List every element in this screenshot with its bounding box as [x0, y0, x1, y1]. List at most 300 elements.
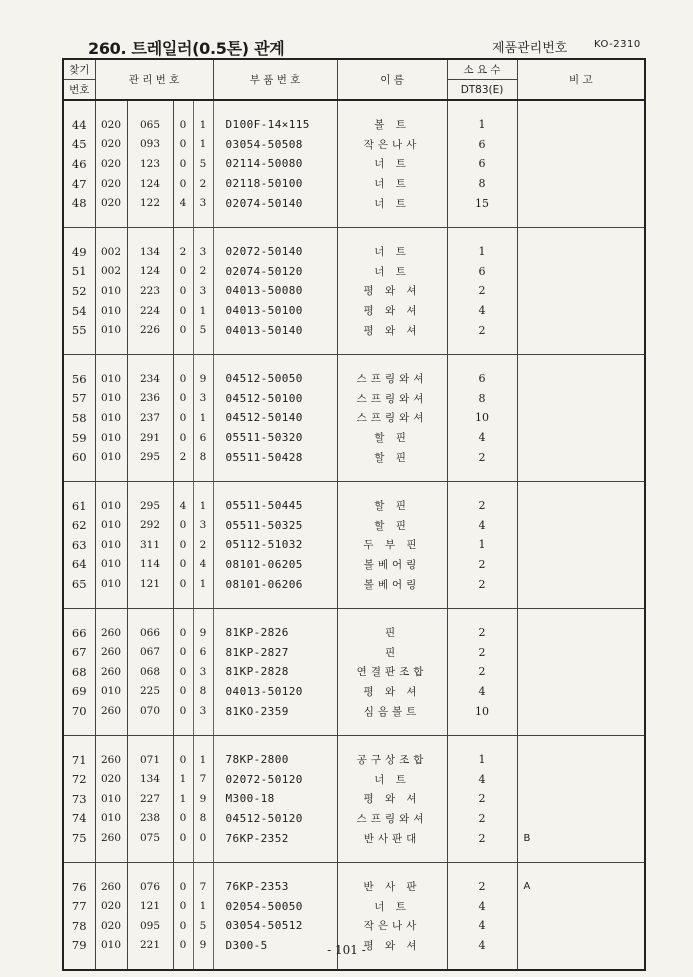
spacer-cell — [447, 955, 517, 970]
mgmt-no-d-cell: 6 — [193, 428, 213, 448]
part-number-cell: 02118-50100 — [213, 174, 337, 194]
spacer-cell — [193, 608, 213, 623]
part-name-cell: 평 와 셔 — [337, 682, 447, 702]
part-number-cell: 04512-50140 — [213, 408, 337, 428]
group-separator — [63, 955, 645, 970]
find-no-cell: 57 — [63, 389, 95, 409]
mgmt-no-c-cell: 0 — [173, 154, 193, 174]
remarks-cell — [517, 516, 645, 536]
spacer-cell — [173, 354, 193, 369]
spacer-cell — [173, 735, 193, 750]
spacer-cell — [193, 735, 213, 750]
mgmt-no-b-cell: 076 — [127, 877, 173, 897]
mgmt-no-c-cell: 0 — [173, 389, 193, 409]
spacer-cell — [213, 213, 337, 228]
mgmt-no-b-cell: 124 — [127, 174, 173, 194]
part-number-cell: M300-18 — [213, 789, 337, 809]
spacer-cell — [63, 340, 95, 355]
table-row — [63, 447, 645, 467]
parts-table-body — [63, 100, 645, 970]
mgmt-no-d-cell: 5 — [193, 154, 213, 174]
spacer-cell — [213, 721, 337, 736]
spacer-cell — [63, 594, 95, 609]
spacer-cell — [127, 467, 173, 482]
spacer-cell — [517, 848, 645, 863]
part-name-cell: 작은나사 — [337, 916, 447, 936]
spacer-cell — [127, 227, 173, 242]
spacer-cell — [337, 594, 447, 609]
spacer-cell — [127, 608, 173, 623]
col-qty-bottom: DT83(E) — [447, 80, 517, 101]
part-number-cell: 03054-50512 — [213, 916, 337, 936]
spacer-cell — [95, 340, 127, 355]
group-separator — [63, 721, 645, 736]
quantity-cell: 15 — [447, 193, 517, 213]
mgmt-no-d-cell: 1 — [193, 135, 213, 155]
mgmt-no-c-cell: 0 — [173, 574, 193, 594]
remarks-cell — [517, 408, 645, 428]
spacer-cell — [213, 467, 337, 482]
group-separator — [63, 848, 645, 863]
spacer-cell — [213, 955, 337, 970]
mgmt-no-b-cell: 238 — [127, 809, 173, 829]
mgmt-no-b-cell: 071 — [127, 750, 173, 770]
col-find-no-top: 찾기 — [63, 59, 95, 80]
part-name-cell: 스프링와셔 — [337, 809, 447, 829]
remarks-cell — [517, 428, 645, 448]
quantity-cell: 2 — [447, 320, 517, 340]
mgmt-no-b-cell: 067 — [127, 642, 173, 662]
mgmt-no-c-cell: 0 — [173, 535, 193, 555]
table-row — [63, 769, 645, 789]
quantity-cell: 6 — [447, 262, 517, 282]
mgmt-no-b-cell: 234 — [127, 369, 173, 389]
mgmt-no-c-cell: 0 — [173, 750, 193, 770]
mgmt-no-a-cell: 002 — [95, 242, 127, 262]
part-name-cell: 핀 — [337, 642, 447, 662]
spacer-cell — [95, 467, 127, 482]
part-name-cell: 평 와 셔 — [337, 789, 447, 809]
part-name-cell: 심음볼트 — [337, 701, 447, 721]
table-row — [63, 174, 645, 194]
quantity-cell: 1 — [447, 750, 517, 770]
quantity-cell: 2 — [447, 828, 517, 848]
group-spacer — [63, 862, 645, 877]
spacer-cell — [337, 481, 447, 496]
spacer-cell — [447, 735, 517, 750]
part-name-cell: 스프링와셔 — [337, 408, 447, 428]
spacer-cell — [95, 848, 127, 863]
table-row — [63, 809, 645, 829]
spacer-cell — [193, 848, 213, 863]
quantity-cell: 2 — [447, 642, 517, 662]
mgmt-no-d-cell: 2 — [193, 174, 213, 194]
spacer-cell — [173, 594, 193, 609]
mgmt-no-a-cell: 020 — [95, 135, 127, 155]
part-number-cell: 81KO-2359 — [213, 701, 337, 721]
part-number-cell: 02074-50140 — [213, 193, 337, 213]
mgmt-no-a-cell: 020 — [95, 174, 127, 194]
mgmt-no-b-cell: 237 — [127, 408, 173, 428]
mgmt-no-c-cell: 0 — [173, 516, 193, 536]
remarks-cell — [517, 769, 645, 789]
mgmt-no-a-cell: 010 — [95, 789, 127, 809]
mgmt-no-d-cell: 3 — [193, 389, 213, 409]
find-no-cell: 74 — [63, 809, 95, 829]
table-row — [63, 877, 645, 897]
spacer-cell — [193, 354, 213, 369]
part-number-cell: 02074-50120 — [213, 262, 337, 282]
group-separator — [63, 467, 645, 482]
spacer-cell — [63, 848, 95, 863]
spacer-cell — [447, 862, 517, 877]
spacer-cell — [173, 608, 193, 623]
mgmt-no-d-cell: 9 — [193, 623, 213, 643]
mgmt-no-b-cell: 311 — [127, 535, 173, 555]
spacer-cell — [447, 213, 517, 228]
mgmt-no-a-cell: 260 — [95, 642, 127, 662]
spacer-cell — [337, 608, 447, 623]
part-name-cell: 평 와 셔 — [337, 301, 447, 321]
col-qty-top: 소 요 수 — [447, 59, 517, 80]
table-row — [63, 828, 645, 848]
spacer-cell — [173, 213, 193, 228]
mgmt-no-a-cell: 010 — [95, 936, 127, 956]
spacer-cell — [63, 862, 95, 877]
spacer-cell — [337, 735, 447, 750]
mgmt-no-a-cell: 020 — [95, 896, 127, 916]
spacer-cell — [193, 227, 213, 242]
find-no-cell: 51 — [63, 262, 95, 282]
part-number-cell: 81KP-2828 — [213, 662, 337, 682]
mgmt-no-d-cell: 9 — [193, 789, 213, 809]
part-name-cell: 평 와 셔 — [337, 320, 447, 340]
spacer-cell — [63, 955, 95, 970]
group-separator — [63, 340, 645, 355]
mgmt-no-a-cell: 010 — [95, 682, 127, 702]
remarks-cell — [517, 301, 645, 321]
quantity-cell: 8 — [447, 389, 517, 409]
mgmt-no-d-cell: 9 — [193, 936, 213, 956]
spacer-cell — [337, 721, 447, 736]
mgmt-no-c-cell: 0 — [173, 662, 193, 682]
table-row — [63, 154, 645, 174]
find-no-cell: 66 — [63, 623, 95, 643]
part-number-cell: 78KP-2800 — [213, 750, 337, 770]
mgmt-no-b-cell: 221 — [127, 936, 173, 956]
spacer-cell — [447, 354, 517, 369]
remarks-cell — [517, 320, 645, 340]
spacer-cell — [447, 481, 517, 496]
part-number-cell: 81KP-2826 — [213, 623, 337, 643]
part-number-cell: 08101-06205 — [213, 555, 337, 575]
part-number-cell: 05511-50445 — [213, 496, 337, 516]
table-row — [63, 916, 645, 936]
part-number-cell: 02072-50140 — [213, 242, 337, 262]
mgmt-no-b-cell: 065 — [127, 115, 173, 135]
find-no-cell: 59 — [63, 428, 95, 448]
find-no-cell: 69 — [63, 682, 95, 702]
mgmt-no-c-cell: 0 — [173, 809, 193, 829]
spacer-cell — [337, 862, 447, 877]
table-row — [63, 682, 645, 702]
part-number-cell: 08101-06206 — [213, 574, 337, 594]
mgmt-no-d-cell: 1 — [193, 115, 213, 135]
mgmt-no-a-cell: 020 — [95, 916, 127, 936]
table-row — [63, 555, 645, 575]
group-separator — [63, 594, 645, 609]
spacer-cell — [193, 481, 213, 496]
spacer-cell — [127, 594, 173, 609]
mgmt-no-c-cell: 0 — [173, 135, 193, 155]
mgmt-no-a-cell: 020 — [95, 154, 127, 174]
mgmt-no-c-cell: 0 — [173, 115, 193, 135]
part-number-cell: D300-5 — [213, 936, 337, 956]
mgmt-no-d-cell: 7 — [193, 769, 213, 789]
find-no-cell: 48 — [63, 193, 95, 213]
part-name-cell: 평 와 셔 — [337, 936, 447, 956]
mgmt-no-a-cell: 020 — [95, 769, 127, 789]
quantity-cell: 1 — [447, 115, 517, 135]
quantity-cell: 2 — [447, 447, 517, 467]
mgmt-no-b-cell: 227 — [127, 789, 173, 809]
part-name-cell: 너 트 — [337, 262, 447, 282]
part-name-cell: 두 부 핀 — [337, 535, 447, 555]
spacer-cell — [173, 100, 193, 115]
find-no-cell: 78 — [63, 916, 95, 936]
spacer-cell — [337, 100, 447, 115]
mgmt-no-c-cell: 0 — [173, 828, 193, 848]
mgmt-no-c-cell: 0 — [173, 623, 193, 643]
mgmt-no-b-cell: 123 — [127, 154, 173, 174]
remarks-cell — [517, 750, 645, 770]
remarks-cell — [517, 262, 645, 282]
part-number-cell: 05511-50325 — [213, 516, 337, 536]
find-no-cell: 79 — [63, 936, 95, 956]
mgmt-no-d-cell: 7 — [193, 877, 213, 897]
mgmt-no-d-cell: 8 — [193, 809, 213, 829]
mgmt-no-c-cell: 0 — [173, 916, 193, 936]
mgmt-no-d-cell: 8 — [193, 682, 213, 702]
parts-table — [62, 58, 646, 971]
find-no-cell: 70 — [63, 701, 95, 721]
remarks-cell — [517, 174, 645, 194]
spacer-cell — [517, 340, 645, 355]
part-name-cell: 할 핀 — [337, 428, 447, 448]
quantity-cell: 2 — [447, 623, 517, 643]
part-number-cell: 05511-50428 — [213, 447, 337, 467]
remarks-cell — [517, 642, 645, 662]
spacer-cell — [173, 862, 193, 877]
part-name-cell: 핀 — [337, 623, 447, 643]
mgmt-no-b-cell: 122 — [127, 193, 173, 213]
part-name-cell: 너 트 — [337, 174, 447, 194]
mgmt-no-c-cell: 0 — [173, 174, 193, 194]
mgmt-no-c-cell: 4 — [173, 193, 193, 213]
mgmt-no-b-cell: 223 — [127, 281, 173, 301]
mgmt-no-b-cell: 224 — [127, 301, 173, 321]
spacer-cell — [63, 467, 95, 482]
spacer-cell — [447, 594, 517, 609]
mgmt-no-b-cell: 114 — [127, 555, 173, 575]
remarks-cell — [517, 369, 645, 389]
quantity-cell: 2 — [447, 496, 517, 516]
spacer-cell — [193, 955, 213, 970]
quantity-cell: 4 — [447, 301, 517, 321]
mgmt-no-a-cell: 260 — [95, 828, 127, 848]
spacer-cell — [447, 227, 517, 242]
mgmt-no-a-cell: 010 — [95, 281, 127, 301]
mgmt-no-d-cell: 3 — [193, 242, 213, 262]
quantity-cell: 2 — [447, 574, 517, 594]
spacer-cell — [517, 862, 645, 877]
part-number-cell: 04013-50120 — [213, 682, 337, 702]
table-row — [63, 662, 645, 682]
spacer-cell — [337, 467, 447, 482]
spacer-cell — [95, 100, 127, 115]
group-spacer — [63, 481, 645, 496]
mgmt-no-c-cell: 0 — [173, 896, 193, 916]
spacer-cell — [95, 955, 127, 970]
mgmt-no-d-cell: 1 — [193, 750, 213, 770]
mgmt-no-d-cell: 1 — [193, 496, 213, 516]
spacer-cell — [517, 467, 645, 482]
mgmt-no-d-cell: 3 — [193, 701, 213, 721]
quantity-cell: 2 — [447, 555, 517, 575]
mgmt-no-a-cell: 260 — [95, 662, 127, 682]
spacer-cell — [213, 100, 337, 115]
mgmt-no-d-cell: 5 — [193, 916, 213, 936]
parts-table-wrapper — [62, 58, 644, 971]
spacer-cell — [95, 481, 127, 496]
mgmt-no-a-cell: 010 — [95, 428, 127, 448]
mgmt-no-a-cell: 260 — [95, 623, 127, 643]
mgmt-no-b-cell: 134 — [127, 769, 173, 789]
spacer-cell — [447, 100, 517, 115]
spacer-cell — [337, 213, 447, 228]
find-no-cell: 76 — [63, 877, 95, 897]
mgmt-no-c-cell: 0 — [173, 281, 193, 301]
mgmt-no-d-cell: 2 — [193, 535, 213, 555]
part-number-cell: 76KP-2352 — [213, 828, 337, 848]
spacer-cell — [63, 608, 95, 623]
spacer-cell — [127, 862, 173, 877]
mgmt-no-a-cell: 002 — [95, 262, 127, 282]
spacer-cell — [517, 721, 645, 736]
spacer-cell — [213, 481, 337, 496]
find-no-cell: 60 — [63, 447, 95, 467]
page-title: 260. 트레일러(0.5톤) 관계 — [88, 39, 285, 58]
mgmt-no-d-cell: 0 — [193, 828, 213, 848]
remarks-cell — [517, 701, 645, 721]
quantity-cell: 4 — [447, 916, 517, 936]
mgmt-no-d-cell: 3 — [193, 516, 213, 536]
quantity-cell: 2 — [447, 809, 517, 829]
spacer-cell — [447, 467, 517, 482]
spacer-cell — [517, 955, 645, 970]
quantity-cell: 2 — [447, 662, 517, 682]
spacer-cell — [127, 354, 173, 369]
mgmt-no-d-cell: 8 — [193, 447, 213, 467]
find-no-cell: 68 — [63, 662, 95, 682]
part-name-cell: 공구상조합 — [337, 750, 447, 770]
mgmt-no-b-cell: 295 — [127, 496, 173, 516]
part-name-cell: 할 핀 — [337, 447, 447, 467]
mgmt-no-d-cell: 1 — [193, 574, 213, 594]
mgmt-no-a-cell: 260 — [95, 877, 127, 897]
mgmt-no-d-cell: 5 — [193, 320, 213, 340]
find-no-cell: 56 — [63, 369, 95, 389]
quantity-cell: 4 — [447, 769, 517, 789]
spacer-cell — [127, 100, 173, 115]
spacer-cell — [95, 608, 127, 623]
mgmt-no-a-cell: 010 — [95, 535, 127, 555]
spacer-cell — [213, 862, 337, 877]
spacer-cell — [63, 227, 95, 242]
quantity-cell: 4 — [447, 896, 517, 916]
find-no-cell: 75 — [63, 828, 95, 848]
col-name: 이 름 — [337, 59, 447, 100]
remarks-cell — [517, 916, 645, 936]
spacer-cell — [95, 862, 127, 877]
mgmt-no-d-cell: 1 — [193, 408, 213, 428]
remarks-cell — [517, 809, 645, 829]
remarks-cell — [517, 623, 645, 643]
mgmt-no-d-cell: 3 — [193, 281, 213, 301]
spacer-cell — [173, 340, 193, 355]
spacer-cell — [193, 467, 213, 482]
mgmt-no-b-cell: 134 — [127, 242, 173, 262]
mgmt-no-b-cell: 095 — [127, 916, 173, 936]
table-row — [63, 750, 645, 770]
table-row — [63, 701, 645, 721]
spacer-cell — [127, 213, 173, 228]
part-name-cell: 반사판대 — [337, 828, 447, 848]
quantity-cell: 10 — [447, 408, 517, 428]
mgmt-no-a-cell: 010 — [95, 574, 127, 594]
mgmt-no-a-cell: 010 — [95, 516, 127, 536]
part-number-cell: 04512-50120 — [213, 809, 337, 829]
spacer-cell — [95, 721, 127, 736]
remarks-cell — [517, 496, 645, 516]
product-code: KO-2310 — [594, 39, 641, 50]
spacer-cell — [127, 481, 173, 496]
part-number-cell: 05511-50320 — [213, 428, 337, 448]
group-separator — [63, 213, 645, 228]
mgmt-no-b-cell: 124 — [127, 262, 173, 282]
remarks-cell — [517, 555, 645, 575]
mgmt-no-a-cell: 260 — [95, 750, 127, 770]
spacer-cell — [213, 594, 337, 609]
table-row — [63, 408, 645, 428]
mgmt-no-b-cell: 291 — [127, 428, 173, 448]
quantity-cell: 2 — [447, 789, 517, 809]
find-no-cell: 63 — [63, 535, 95, 555]
spacer-cell — [95, 227, 127, 242]
spacer-cell — [127, 955, 173, 970]
mgmt-no-a-cell: 010 — [95, 369, 127, 389]
page-header — [62, 36, 646, 58]
spacer-cell — [63, 354, 95, 369]
remarks-cell: A — [517, 877, 645, 897]
find-no-cell: 55 — [63, 320, 95, 340]
part-number-cell: 02054-50050 — [213, 896, 337, 916]
mgmt-no-b-cell: 295 — [127, 447, 173, 467]
spacer-cell — [517, 594, 645, 609]
quantity-cell: 1 — [447, 535, 517, 555]
mgmt-no-d-cell: 3 — [193, 662, 213, 682]
remarks-cell — [517, 389, 645, 409]
